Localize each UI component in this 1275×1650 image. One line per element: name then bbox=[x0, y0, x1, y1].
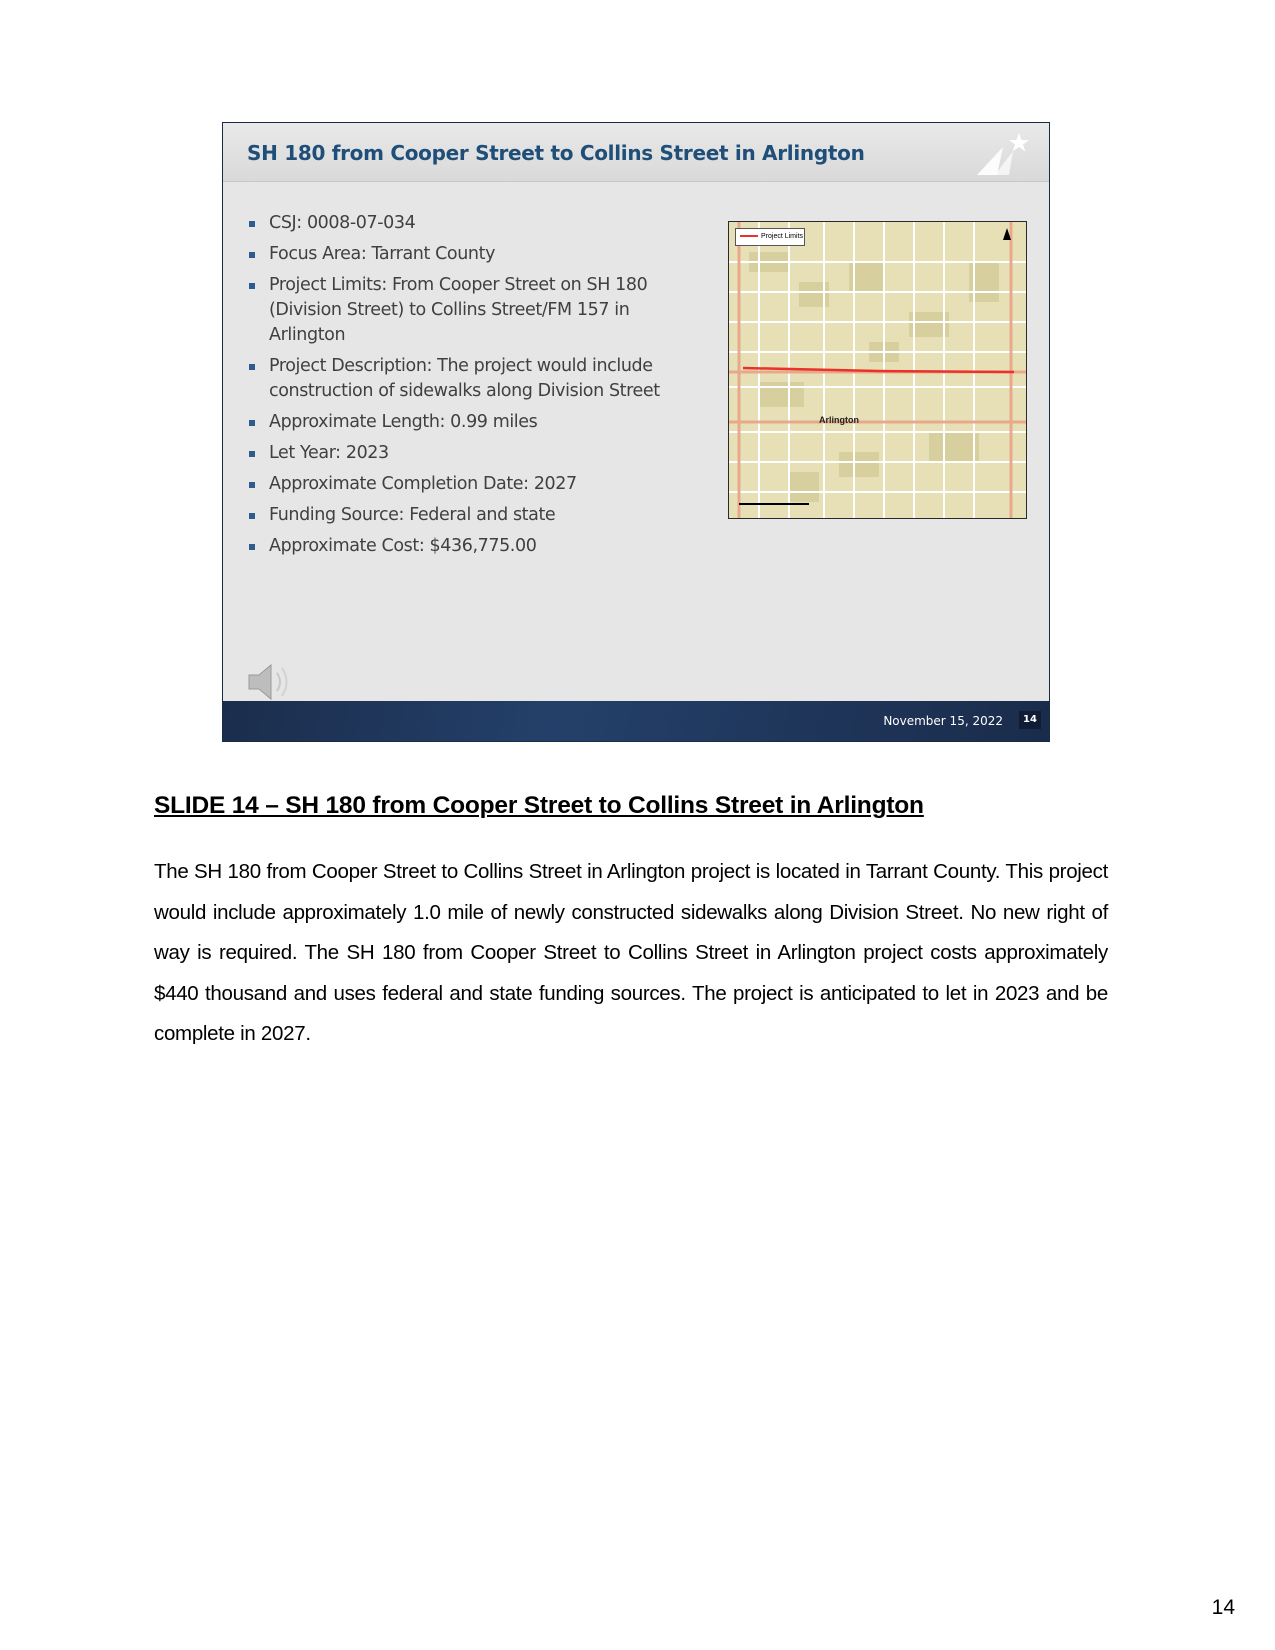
map-city-label: Arlington bbox=[819, 415, 859, 425]
bullet-project-description: Project Description: The project would include construction of sidewalks along Division Street bbox=[245, 354, 685, 404]
logo-star-icon bbox=[973, 129, 1035, 177]
notes-heading: SLIDE 14 – SH 180 from Cooper Street to Collins Street in Arlington bbox=[154, 792, 924, 819]
bullet-cost: Approximate Cost: $436,775.00 bbox=[245, 534, 685, 559]
map-streets bbox=[729, 222, 1026, 518]
project-map bbox=[728, 221, 1027, 519]
slide-title: SH 180 from Cooper Street to Collins Street in Arlington bbox=[247, 141, 865, 165]
map-legend bbox=[735, 228, 805, 246]
slide-footer bbox=[223, 701, 1049, 741]
notes-body: The SH 180 from Cooper Street to Collins Street in Arlington project is located in Tarrant County. This project would include approximately 1.0 mile of newly constructed sidewalks along Division Street. No new right of way is required. The SH 180 from Cooper Street to Collins Street in Arlington project costs approximately $440 thousand and uses federal and state funding sources. The project is anticipated to let in 2023 and be complete in 2027. bbox=[154, 860, 1108, 1045]
slide-header bbox=[223, 123, 1049, 182]
bullet-project-limits: Project Limits: From Cooper Street on SH 180 (Division Street) to Collins Street/FM 157 in Arlington bbox=[245, 273, 685, 348]
slide bbox=[222, 122, 1050, 742]
speaker-icon[interactable] bbox=[245, 659, 295, 705]
bullet-funding-source: Funding Source: Federal and state bbox=[245, 503, 685, 528]
page-number: 14 bbox=[1211, 1596, 1235, 1619]
slide-date: November 15, 2022 bbox=[883, 714, 1003, 728]
slide-number: 14 bbox=[1019, 711, 1041, 729]
bullet-focus-area: Focus Area: Tarrant County bbox=[245, 242, 685, 267]
bullet-csj: CSJ: 0008-07-034 bbox=[245, 211, 685, 236]
bullet-list bbox=[245, 211, 685, 565]
bullet-length: Approximate Length: 0.99 miles bbox=[245, 410, 685, 435]
bullet-let-year: Let Year: 2023 bbox=[245, 441, 685, 466]
map-legend-label: Project Limits bbox=[761, 233, 804, 240]
slide-body bbox=[223, 181, 1049, 701]
bullet-completion-date: Approximate Completion Date: 2027 bbox=[245, 472, 685, 497]
